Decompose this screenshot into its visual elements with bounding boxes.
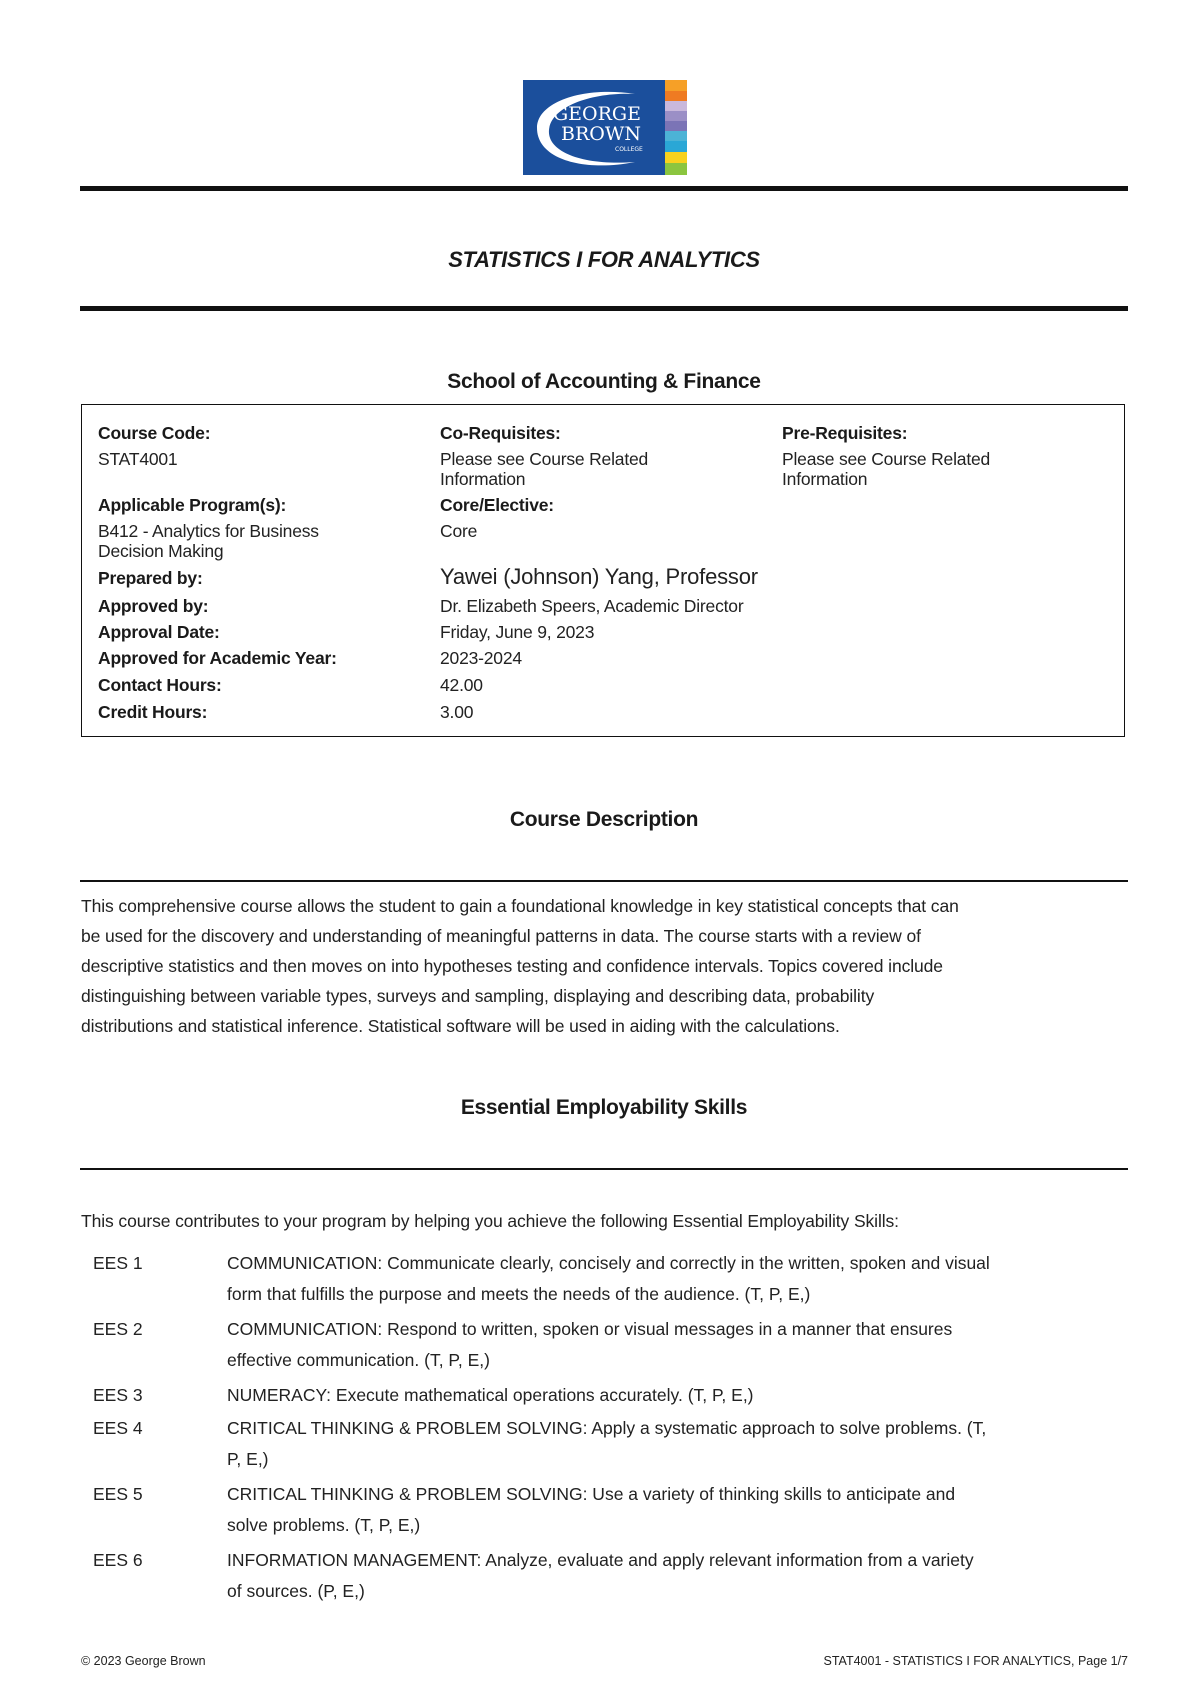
description-line: distributions and statistical inference. Statistical software will be used in aiding with the calculations. [81, 1016, 840, 1036]
academic-year-value: 2023-2024 [440, 648, 522, 668]
applicable-program-label: Applicable Program(s): [98, 495, 287, 515]
description-line: This comprehensive course allows the student to gain a foundational knowledge in key statistical concepts that can [81, 896, 959, 916]
ees-description [227, 1248, 1200, 1310]
ees-description [227, 1479, 1200, 1541]
ees-description-line: NUMERACY: Execute mathematical operations accurately. (T, P, E,) [227, 1385, 754, 1405]
ees-description [227, 1380, 1200, 1411]
co-requisites-value-line1: Please see Course Related [440, 449, 649, 469]
prepared-by-value: Yawei (Johnson) Yang, Professor [440, 564, 758, 589]
approved-by-value: Dr. Elizabeth Speers, Academic Director [440, 596, 744, 616]
ees-item [81, 1479, 1131, 1541]
pre-requisites-value-line1: Please see Course Related [782, 449, 991, 469]
ees-description-line: INFORMATION MANAGEMENT: Analyze, evaluate and apply relevant information from a variety [227, 1550, 974, 1570]
applicable-program-value-line1: B412 - Analytics for Business [98, 521, 319, 541]
ees-description-line: CRITICAL THINKING & PROBLEM SOLVING: Apply a systematic approach to solve problems. (T, [227, 1418, 987, 1438]
course-title: STATISTICS I FOR ANALYTICS [448, 247, 760, 272]
co-requisites-value-line2: Information [440, 469, 526, 489]
pre-requisites-label: Pre-Requisites: [782, 423, 908, 443]
credit-hours-label: Credit Hours: [98, 702, 208, 722]
approved-by-label: Approved by: [98, 596, 209, 616]
ees-code: EES 6 [93, 1550, 143, 1570]
ees-item [81, 1545, 1131, 1607]
description-line: descriptive statistics and then moves on into hypotheses testing and confidence intervals. Topics covered include [81, 956, 943, 976]
contact-hours-label: Contact Hours: [98, 675, 222, 695]
description-line: distinguishing between variable types, surveys and sampling, displaying and describing data, probability [81, 986, 875, 1006]
ees-code: EES 4 [93, 1418, 143, 1438]
ees-item [81, 1413, 1131, 1475]
prepared-by-label: Prepared by: [98, 568, 203, 588]
ees-description-line: effective communication. (T, P, E,) [227, 1350, 490, 1370]
logo-line2: BROWN [561, 123, 641, 145]
ees-description-line: CRITICAL THINKING & PROBLEM SOLVING: Use a variety of thinking skills to anticipate and [227, 1484, 956, 1504]
ees-code: EES 3 [93, 1385, 143, 1405]
top-rule [80, 186, 1128, 191]
course-description-text [81, 891, 1121, 1041]
credit-hours-value: 3.00 [440, 702, 474, 722]
core-elective-value: Core [440, 521, 478, 541]
footer-page-info: STAT4001 - STATISTICS I FOR ANALYTICS, Page 1/7 [823, 1654, 1128, 1668]
course-code-label: Course Code: [98, 423, 211, 443]
description-line: be used for the discovery and understanding of meaningful patterns in data. The course starts with a review of [81, 926, 921, 946]
ees-item [81, 1314, 1131, 1376]
ees-description-line: of sources. (P, E,) [227, 1581, 365, 1601]
core-elective-label: Core/Elective: [440, 495, 554, 515]
approval-date-value: Friday, June 9, 2023 [440, 622, 595, 642]
course-code-value: STAT4001 [98, 449, 178, 469]
ees-description [227, 1413, 1200, 1475]
ees-rule [80, 1168, 1128, 1170]
course-info-box [81, 404, 1125, 737]
course-description-rule [80, 880, 1128, 882]
academic-year-label: Approved for Academic Year: [98, 648, 337, 668]
ees-code: EES 5 [93, 1484, 143, 1504]
george-brown-logo [523, 80, 687, 175]
footer-copyright: © 2023 George Brown [81, 1654, 206, 1668]
ees-item [81, 1380, 1131, 1411]
ees-description [227, 1314, 1200, 1376]
applicable-program-value-line2: Decision Making [98, 541, 224, 561]
ees-description-line: COMMUNICATION: Communicate clearly, concisely and correctly in the written, spoken and visual [227, 1253, 990, 1273]
course-description-heading: Course Description [509, 808, 699, 831]
logo-line3: COLLEGE [615, 146, 643, 153]
ees-description-line: COMMUNICATION: Respond to written, spoken or visual messages in a manner that ensures [227, 1319, 953, 1339]
title-rule [80, 306, 1128, 311]
ees-code: EES 2 [93, 1319, 143, 1339]
ees-description-line: solve problems. (T, P, E,) [227, 1515, 421, 1535]
contact-hours-value: 42.00 [440, 675, 483, 695]
co-requisites-label: Co-Requisites: [440, 423, 561, 443]
ees-description-line: P, E,) [227, 1449, 269, 1469]
pre-requisites-value-line2: Information [782, 469, 868, 489]
ees-description-line: form that fulfills the purpose and meets the needs of the audience. (T, P, E,) [227, 1284, 811, 1304]
ees-description [227, 1545, 1200, 1607]
ees-heading: Essential Employability Skills [460, 1096, 748, 1119]
ees-code: EES 1 [93, 1253, 143, 1273]
approval-date-label: Approval Date: [98, 622, 220, 642]
ees-item [81, 1248, 1131, 1310]
school-heading: School of Accounting & Finance [447, 370, 761, 393]
logo-line1: GEORGE [553, 103, 641, 125]
ees-intro: This course contributes to your program by helping you achieve the following Essential Employability Skills: [81, 1211, 899, 1231]
